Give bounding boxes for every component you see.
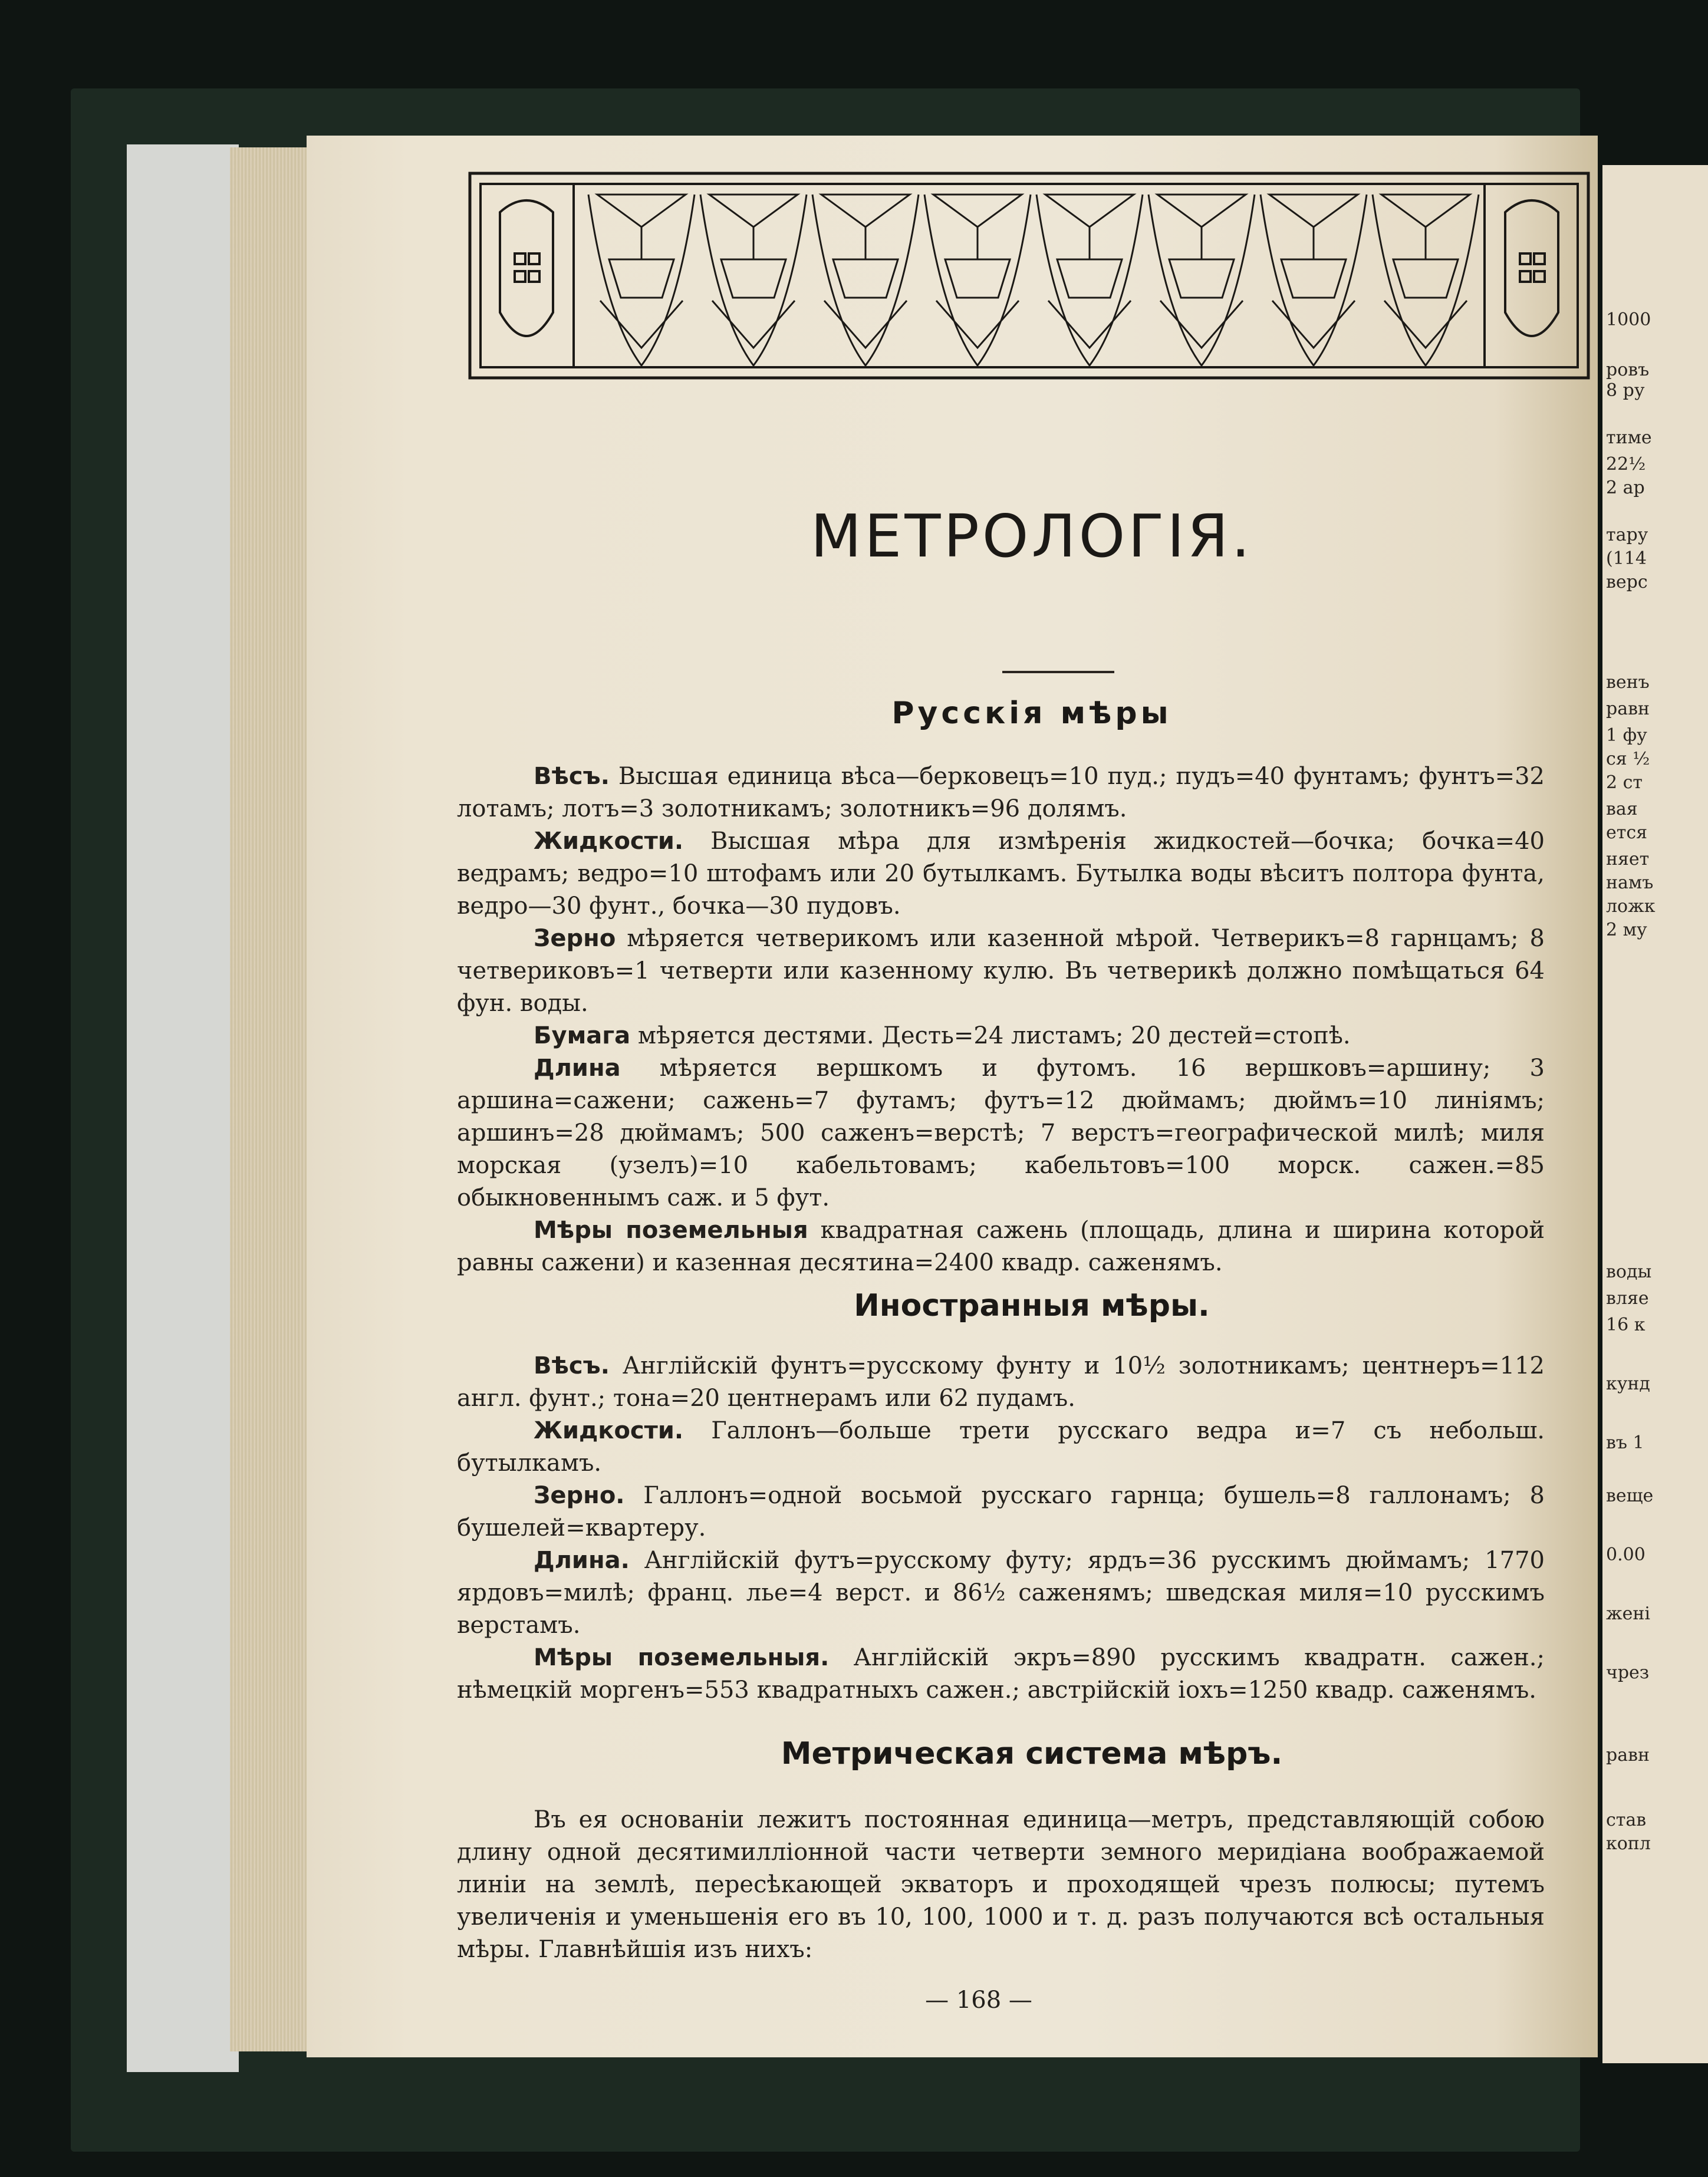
right-page-text-fragment: ется xyxy=(1606,822,1648,843)
term: Жидкости. xyxy=(534,828,684,855)
term: Вѣсъ. xyxy=(534,1352,610,1379)
paragraph-text: Англійскій футъ=русскому футу; ярдъ=36 русскимъ дюймамъ; 1770 ярдовъ=милѣ; франц. лье=4 верст. и 86½ саженямъ; шведская миля=10 русскимъ верстамъ. xyxy=(457,1547,1545,1639)
term: Зерно xyxy=(534,925,616,952)
right-page-fragment xyxy=(1602,165,1708,2063)
right-page-text-fragment: 2 ар xyxy=(1606,477,1645,498)
right-page-text-fragment: 1000 xyxy=(1606,309,1651,330)
term: Зерно. xyxy=(534,1482,625,1509)
right-page-text-fragment: веще xyxy=(1606,1486,1654,1506)
term: Мѣры поземельныя xyxy=(534,1217,808,1244)
right-page-text-fragment: 22½ xyxy=(1606,454,1646,475)
paragraph-text: мѣряется дестями. Десть=24 листамъ; 20 дестей=стопѣ. xyxy=(630,1022,1351,1049)
banner-motif xyxy=(924,195,1031,365)
paragraph xyxy=(457,1480,1545,1544)
banner-motif xyxy=(1036,195,1143,365)
page-number: — 168 — xyxy=(925,1987,1032,2014)
right-page-text-fragment: 16 к xyxy=(1606,1315,1646,1335)
right-page-text-fragment: тиме xyxy=(1606,427,1652,448)
right-page-text-fragment: воды xyxy=(1606,1262,1652,1282)
banner-motif xyxy=(1261,195,1367,365)
right-page-text-fragment: 1 фу xyxy=(1606,725,1647,746)
paragraph-text: Англійскій фунтъ=русскому фунту и 10½ золотникамъ; центнеръ=112 англ. фунт.; тона=20 центнерамъ или 62 пудамъ. xyxy=(457,1352,1545,1412)
banner-motif xyxy=(588,195,695,365)
banner-motif xyxy=(700,195,807,365)
page-edges xyxy=(230,147,312,2051)
art-nouveau-ornament-icon xyxy=(468,171,1591,380)
paragraph-text: мѣряется четверикомъ или казенной мѣрой. Четверикъ=8 гарнцамъ; 8 четвериковъ=1 четверти или казенному кулю. Въ четверикѣ должно помѣщаться 64 фун. воды. xyxy=(457,925,1545,1017)
right-page-text-fragment: (114 xyxy=(1606,548,1647,569)
right-page-text-fragment: 8 ру xyxy=(1606,380,1645,401)
paragraph-text: Въ ея основаніи лежитъ постоянная единица—метръ, представляющій собою длину одной десятимилліонной части четверти земного меридіана воображаемой линіи на землѣ, пересѣкающей экваторъ и проходящей чрезъ полюсы; путемъ увеличенія и уменьшенія его въ 10, 100, 1000 и т. д. разъ получаются всѣ остальныя мѣры. Главнѣйшія изъ нихъ: xyxy=(457,1806,1545,1963)
decorative-banner xyxy=(468,171,1591,380)
right-page-text-fragment: 2 ст xyxy=(1606,772,1643,793)
term: Длина xyxy=(534,1055,621,1082)
paragraph-text: Высшая мѣра для измѣренія жидкостей—бочка; бочка=40 ведрамъ; ведро=10 штофамъ или 20 бутылкамъ. Бутылка воды вѣситъ полтора фунта, ведро—30 фунт., бочка—30 пудовъ. xyxy=(457,828,1545,920)
paragraph-text: Англійскій экръ=890 русскимъ квадратн. сажен.; нѣмецкій моргенъ=553 квадратныхъ сажен.; австрійскій іохъ=1250 квадр. саженямъ. xyxy=(457,1644,1545,1704)
paragraph-text: Галлонъ=одной восьмой русскаго гарнца; бушель=8 галлонамъ; 8 бушелей=квартеру. xyxy=(457,1482,1545,1542)
russian-measures-body xyxy=(457,760,1545,1279)
banner-motif xyxy=(1148,195,1255,365)
title-rule xyxy=(1002,671,1114,673)
right-page-text-fragment: тару xyxy=(1606,525,1648,545)
banner-motif xyxy=(812,195,919,365)
paragraph-text: мѣряется вершкомъ и футомъ. 16 вершковъ=аршину; 3 аршина=сажени; сажень=7 футамъ; футъ=12 дюймамъ; дюймъ=10 линіямъ; аршинъ=28 дюймамъ; 500 саженъ=верстѣ; 7 верстъ=географической милѣ; миля морская (узелъ)=10 кабельтовамъ; кабельтовъ=100 морск. сажен.=85 обыкновеннымъ саж. и 5 фут. xyxy=(457,1055,1545,1211)
right-page-text-fragment: равн xyxy=(1606,1745,1650,1766)
right-page-text-fragment: чрез xyxy=(1606,1662,1650,1683)
paragraph xyxy=(457,1052,1545,1214)
paragraph xyxy=(457,1020,1545,1052)
right-page-text-fragment: ровъ xyxy=(1606,360,1650,380)
right-page-text-fragment: верс xyxy=(1606,572,1648,592)
right-page-text-fragment: венъ xyxy=(1606,672,1650,693)
paragraph xyxy=(457,825,1545,923)
left-flyleaf xyxy=(127,144,239,2072)
right-page-text-fragment: ложк xyxy=(1606,896,1656,917)
paragraph-text: Высшая единица вѣса—берковецъ=10 пуд.; пудъ=40 фунтамъ; фунтъ=32 лотамъ; лотъ=3 золотникамъ; золотникъ=96 долямъ. xyxy=(457,763,1545,822)
right-page-text-fragment: став xyxy=(1606,1810,1647,1830)
paragraph xyxy=(457,1544,1545,1642)
section-title-russian: Русскія мѣры xyxy=(891,696,1172,731)
paragraph xyxy=(457,1642,1545,1707)
paragraph xyxy=(457,1415,1545,1480)
paragraph xyxy=(457,760,1545,825)
paragraph xyxy=(457,1214,1545,1279)
right-page-text-fragment: въ 1 xyxy=(1606,1432,1644,1453)
right-page-text-fragment: няет xyxy=(1606,849,1650,870)
term: Вѣсъ. xyxy=(534,763,610,790)
paragraph-text: Галлонъ—больше трети русскаго ведра и=7 съ небольш. бутылкамъ. xyxy=(457,1417,1545,1477)
right-page-text-fragment: 0.00 xyxy=(1606,1544,1646,1565)
right-page-text-fragment: копл xyxy=(1606,1833,1651,1854)
right-page-text-fragment: вляе xyxy=(1606,1288,1649,1309)
term: Длина. xyxy=(534,1547,630,1574)
paragraph xyxy=(457,923,1545,1020)
metric-system-body xyxy=(457,1804,1545,1966)
right-page-text-fragment: жені xyxy=(1606,1603,1650,1624)
term: Жидкости. xyxy=(534,1417,684,1444)
paragraph xyxy=(457,1350,1545,1415)
right-page-text-fragment: намъ xyxy=(1606,872,1654,893)
right-page-text-fragment: кунд xyxy=(1606,1374,1650,1394)
banner-motif xyxy=(1373,195,1479,365)
foreign-measures-body xyxy=(457,1350,1545,1707)
right-page-text-fragment: равн xyxy=(1606,699,1650,719)
paragraph-text: квадратная сажень (площадь, длина и ширина которой равны сажени) и казенная десятина=2400 квадр. саженямъ. xyxy=(457,1217,1545,1276)
term: Мѣры поземельныя. xyxy=(534,1644,830,1671)
section-title-foreign: Иностранныя мѣры. xyxy=(854,1288,1210,1323)
term: Бумага xyxy=(534,1022,631,1049)
right-page-text-fragment: ся ½ xyxy=(1606,749,1650,769)
section-title-metric: Метрическая система мѣръ. xyxy=(781,1736,1283,1771)
page-title: МЕТРОЛОГІЯ. xyxy=(810,502,1253,571)
right-page-text-fragment: 2 му xyxy=(1606,920,1647,940)
right-page-text-fragment: вая xyxy=(1606,799,1638,819)
